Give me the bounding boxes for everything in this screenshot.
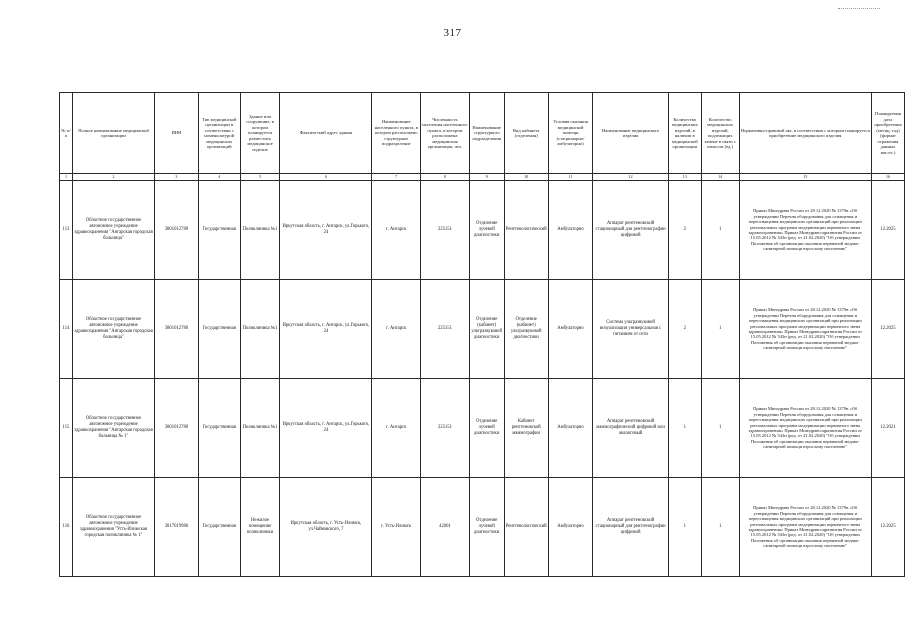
locality: г. Ангарск [372, 280, 421, 379]
table-row [60, 478, 905, 577]
table-row [60, 379, 905, 478]
table-body [60, 181, 905, 577]
equipment-table [59, 92, 905, 577]
division: Отделение (кабинет) ультразвуковой диагностики [469, 280, 504, 379]
device-name: Аппарат рентгеновский маммографический цифровой или аналоговый [593, 379, 668, 478]
header-cell: Наименование структурного подразделения [469, 93, 504, 174]
row-number: 114 [60, 280, 73, 379]
planned-date: 12.2021 [871, 379, 904, 478]
qty-to-replace: 1 [701, 280, 739, 379]
header-cell: Планируемая дата приобретения (месяц, год) (формат отражения данных мм.ггг.) [871, 93, 904, 174]
care-conditions: Амбулаторно [548, 280, 593, 379]
division: Отделение лучевой диагностики [469, 379, 504, 478]
table-header [60, 93, 905, 181]
column-number: 13 [668, 174, 701, 181]
normative-act: Приказ Минздрава России от 28.12.2020 № 1379н «Об утверждении Перечня оборудования для оснащения и переоснащения медицинских организаций при реализации региональных программ модернизации первичного звена здравоохранения» Приказ Минздравсоцразвития России от 15.05.2012 № 543н (ред. от 21.02.2020) "Об утверждении Положения об организации оказания первичной медико-санитарной помощи взрослому населению" [739, 181, 871, 280]
qty-to-replace: 1 [701, 379, 739, 478]
header-cell: Тип медицинской организации в соответствии с номенклатурой медицинских организаций [198, 93, 240, 174]
division: Отделение лучевой диагностики [469, 181, 504, 280]
header-cell: ИНН [155, 93, 199, 174]
normative-act: Приказ Минздрава России от 28.12.2020 № 1379н «Об утверждении Перечня оборудования для оснащения и переоснащения медицинских организаций при реализации региональных программ модернизации первичного звена здравоохранения» Приказ Минздравсоцразвития России от 15.05.2012 № 543н (ред. от 21.02.2020) "Об утверждении Положения об организации оказания первичной медико-санитарной помощи взрослому населению" [739, 379, 871, 478]
organization-name: Областное государственное автономное учреждение здравоохранения "Ангарская городская больница" [72, 280, 154, 379]
population: 42001 [421, 478, 470, 577]
cabinet-type: Рентгенологический [504, 181, 548, 280]
column-number: 7 [372, 174, 421, 181]
qty-available: 1 [668, 478, 701, 577]
column-number: 3 [155, 174, 199, 181]
header-cell: Условия оказания медицинской помощи (стационарно/амбулаторно) [548, 93, 593, 174]
column-number: 8 [421, 174, 470, 181]
column-number: 2 [72, 174, 154, 181]
column-number: 4 [198, 174, 240, 181]
organization-name: Областное государственное автономное учреждение здравоохранения "Ангарская городская больница" [72, 181, 154, 280]
address: Иркутская область, г. Ангарск, ул.Горького, 24 [280, 181, 372, 280]
organization-name: Областное государственное автономное учреждение здравоохранения "Усть-Илимская городская поликлиника № 1" [72, 478, 154, 577]
inn: 3801012780 [155, 379, 199, 478]
organization-type: Государственная [198, 280, 240, 379]
care-conditions: Амбулаторно [548, 478, 593, 577]
population: 225151 [421, 280, 470, 379]
organization-type: Государственная [198, 379, 240, 478]
qty-available: 2 [668, 280, 701, 379]
locality: г. Ангарск [372, 181, 421, 280]
address: Иркутская область, г. Усть-Илимск, ул.Чайковского, 7 [280, 478, 372, 577]
table-row [60, 181, 905, 280]
header-row [60, 93, 905, 174]
planned-date: 12.2025 [871, 478, 904, 577]
population: 225151 [421, 181, 470, 280]
normative-act: Приказ Минздрава России от 28.12.2020 № 1379н «Об утверждении Перечня оборудования для оснащения и переоснащения медицинских организаций при реализации региональных программ модернизации первичного звена здравоохранения» Приказ Минздравсоцразвития России от 15.05.2012 № 543н (ред. от 21.02.2020) "Об утверждении Положения об организации оказания первичной медико-санитарной помощи взрослому населению" [739, 280, 871, 379]
inn: 3817019986 [155, 478, 199, 577]
column-number: 1 [60, 174, 73, 181]
qty-available: 1 [668, 379, 701, 478]
column-number: 10 [504, 174, 548, 181]
header-cell: Количество медицинских изделий, подлежащих замене в связи с износом (ед.) [701, 93, 739, 174]
qty-available: 2 [668, 181, 701, 280]
building: Поликлиника №1 [240, 280, 280, 379]
cabinet-type: Отделение (кабинет) ультразвуковой диагностики [504, 280, 548, 379]
column-number: 9 [469, 174, 504, 181]
column-number-row [60, 174, 905, 181]
normative-act: Приказ Минздрава России от 28.12.2020 № 1379н «Об утверждении Перечня оборудования для оснащения и переоснащения медицинских организаций при реализации региональных программ модернизации первичного звена здравоохранения» Приказ Минздравсоцразвития России от 15.05.2012 № 543н (ред. от 21.02.2020) "Об утверждении Положения об организации оказания первичной медико-санитарной помощи взрослому населению" [739, 478, 871, 577]
header-cell: Полное наименование медицинской организации [72, 93, 154, 174]
header-cell: Количество медицинских изделий, в наличии в медицинской организации [668, 93, 701, 174]
organization-name: Областное государственное автономное учреждение здравоохранения "Ангарская городская больница № 1" [72, 379, 154, 478]
qty-to-replace: 1 [701, 478, 739, 577]
device-name: Аппарат рентгеновский стационарный для рентгенографии цифровой [593, 181, 668, 280]
inn: 3801012780 [155, 181, 199, 280]
population: 225151 [421, 379, 470, 478]
row-number: 113 [60, 181, 73, 280]
header-cell: Наименование населенного пункта, в котором расположено структурное подразделение [372, 93, 421, 174]
division: Отделение лучевой диагностики [469, 478, 504, 577]
device-name: Аппарат рентгеновский стационарный для рентгенографии цифровой [593, 478, 668, 577]
column-number: 6 [280, 174, 372, 181]
column-number: 16 [871, 174, 904, 181]
organization-type: Государственная [198, 478, 240, 577]
building: Нежилое помещение поликлиники [240, 478, 280, 577]
header-cell: № п/п [60, 93, 73, 174]
header-cell: Вид кабинета (отделения) [504, 93, 548, 174]
organization-type: Государственная [198, 181, 240, 280]
column-number: 14 [701, 174, 739, 181]
scan-corner-mark [838, 8, 880, 15]
planned-date: 12.2025 [871, 181, 904, 280]
header-cell: Наименование медицинского изделия [593, 93, 668, 174]
planned-date: 12.2025 [871, 280, 904, 379]
equipment-table-wrapper [59, 92, 905, 577]
header-cell: Здание или сооружение, в котором планируется разместить медицинское изделие [240, 93, 280, 174]
care-conditions: Амбулаторно [548, 379, 593, 478]
table-row [60, 280, 905, 379]
column-number: 12 [593, 174, 668, 181]
header-cell: Численность населения населенного пункта, в котором расположена медицинская организация, чел. [421, 93, 470, 174]
row-number: 116 [60, 478, 73, 577]
building: Поликлиника №1 [240, 379, 280, 478]
inn: 3801012780 [155, 280, 199, 379]
column-number: 11 [548, 174, 593, 181]
column-number: 15 [739, 174, 871, 181]
building: Поликлиника №1 [240, 181, 280, 280]
column-number: 5 [240, 174, 280, 181]
cabinet-type: Рентгенологический [504, 478, 548, 577]
address: Иркутская область, г. Ангарск, ул.Горького, 24 [280, 280, 372, 379]
device-name: Система ультразвуковой визуализации универсальная с питанием от сети [593, 280, 668, 379]
qty-to-replace: 1 [701, 181, 739, 280]
address: Иркутская область, г. Ангарск, ул.Горького, 24 [280, 379, 372, 478]
locality: г. Усть-Илимск [372, 478, 421, 577]
row-number: 115 [60, 379, 73, 478]
page-number: 317 [443, 27, 462, 39]
cabinet-type: Кабинет рентгеновской маммографии [504, 379, 548, 478]
header-cell: Нормативно-правовой акт, в соответствии с которым планируется приобретение медицинского изделия [739, 93, 871, 174]
care-conditions: Амбулаторно [548, 181, 593, 280]
locality: г. Ангарск [372, 379, 421, 478]
header-cell: Фактический адрес здания [280, 93, 372, 174]
